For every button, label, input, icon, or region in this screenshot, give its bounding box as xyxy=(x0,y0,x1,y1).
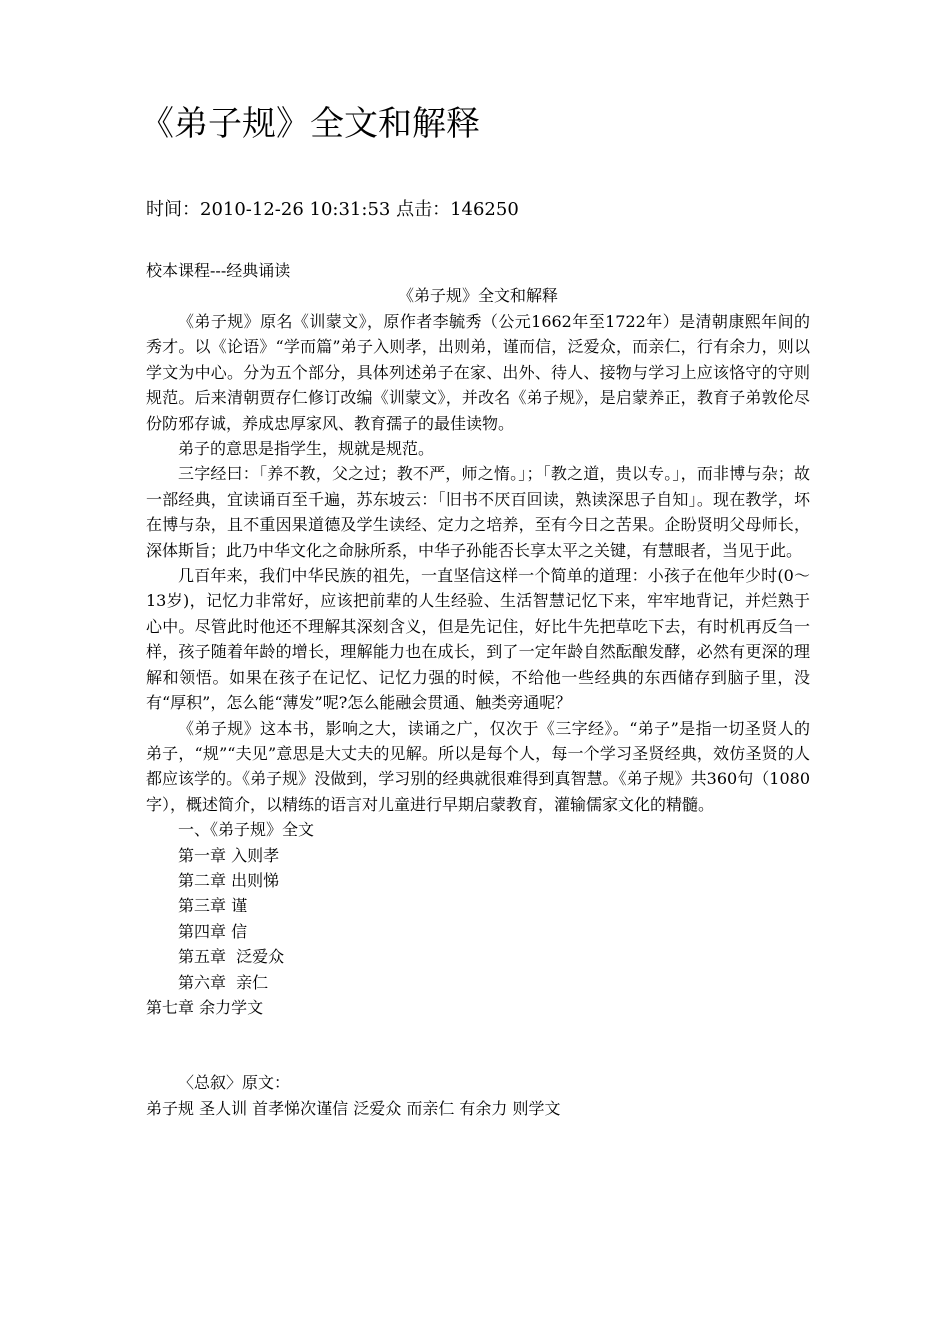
toc-heading: 一、《弟子规》全文 xyxy=(178,820,315,840)
toc-chapter-6: 第六章 亲仁 xyxy=(178,972,269,992)
publish-meta: 时间：2010-12-26 10:31:53 点击：146250 xyxy=(146,199,519,220)
paragraph-history: 几百年来，我们中华民族的祖先，一直坚信这样一个简单的道理：小孩子在他年少时(0～13岁)，记忆力非常好，应该把前辈的人生经验、生活智慧记忆下来，牢牢地背记，并烂熟于心中。尽管此时他还不理解其深刻含义，但是先记住，好比牛先把草吃下去，有时机再反刍一样，孩子随着年龄的增长，理解能力也在成长，到了一定年龄自然酝酿发酵，必然有更深的理解和领悟。如果在孩子在记忆、记忆力强的时候，不给他一些经典的东西储存到脑子里，没有“厚积”，怎么能“薄发”呢?怎么能融会贯通、触类旁通呢？ xyxy=(146,566,810,713)
toc-chapter-5: 第五章 泛爱众 xyxy=(178,947,285,967)
paragraph-intro: 《弟子规》原名《训蒙文》，原作者李毓秀（公元1662年至1722年）是清朝康熙年间的秀才。以《论语》“学而篇”弟子入则孝，出则弟，谨而信，泛爱众，而亲仁，行有余力，则以学文为中心。分为五个部分，具体列述弟子在家、出外、待人、接物与学习上应该恪守的守则规范。后来清朝贾存仁修订改编《训蒙文》，并改名《弟子规》，是启蒙养正，教育子弟敦伦尽份防邪存诚，养成忠厚家风、教育孺子的最佳读物。 xyxy=(146,312,810,433)
toc-chapter-2: 第二章 出则悌 xyxy=(178,870,280,890)
section-title: 《弟子规》全文和解释 xyxy=(397,286,558,305)
toc-chapter-1: 第一章 入则孝 xyxy=(178,845,280,865)
zongxu-text: 弟子规 圣人训 首孝悌次谨信 泛爱众 而亲仁 有余力 则学文 xyxy=(146,1098,561,1118)
toc-chapter-7: 第七章 余力学文 xyxy=(146,997,264,1017)
toc-chapter-3: 第三章 谨 xyxy=(178,896,248,916)
document-title: 《弟子规》全文和解释 xyxy=(140,104,480,144)
course-label: 校本课程---经典诵读 xyxy=(146,261,291,280)
toc-chapter-4: 第四章 信 xyxy=(178,921,248,941)
article-body xyxy=(146,309,810,1121)
blank-space xyxy=(146,1020,810,1070)
paragraph-sanzijing: 三字经曰：「养不教，父之过；教不严，师之惰。」；「教之道，贵以专。」，而非博与杂；故一部经典，宜读诵百至千遍，苏东坡云：「旧书不厌百回读，熟读深思子自知」。现在教学，坏在博与杂，且不重因果道德及学生读经、定力之培养，至有今日之苦果。企盼贤明父母师长，深体斯旨；此乃中华文化之命脉所系，中华子孙能否长享太平之关键，有慧眼者，当见于此。 xyxy=(146,464,810,560)
paragraph-influence: 《弟子规》这本书，影响之大，读诵之广，仅次于《三字经》。“弟子”是指一切圣贤人的弟子，“规”“夫见”意思是大丈夫的见解。所以是每个人，每一个学习圣贤经典，效仿圣贤的人都应该学的。《弟子规》没做到，学习别的经典就很难得到真智慧。《弟子规》共360句（1080字），概述简介，以精练的语言对儿童进行早期启蒙教育，灌输儒家文化的精髓。 xyxy=(146,718,810,814)
zongxu-label: 〈总叙〉原文： xyxy=(178,1073,291,1093)
paragraph-meaning: 弟子的意思是指学生，规就是规范。 xyxy=(178,439,435,459)
